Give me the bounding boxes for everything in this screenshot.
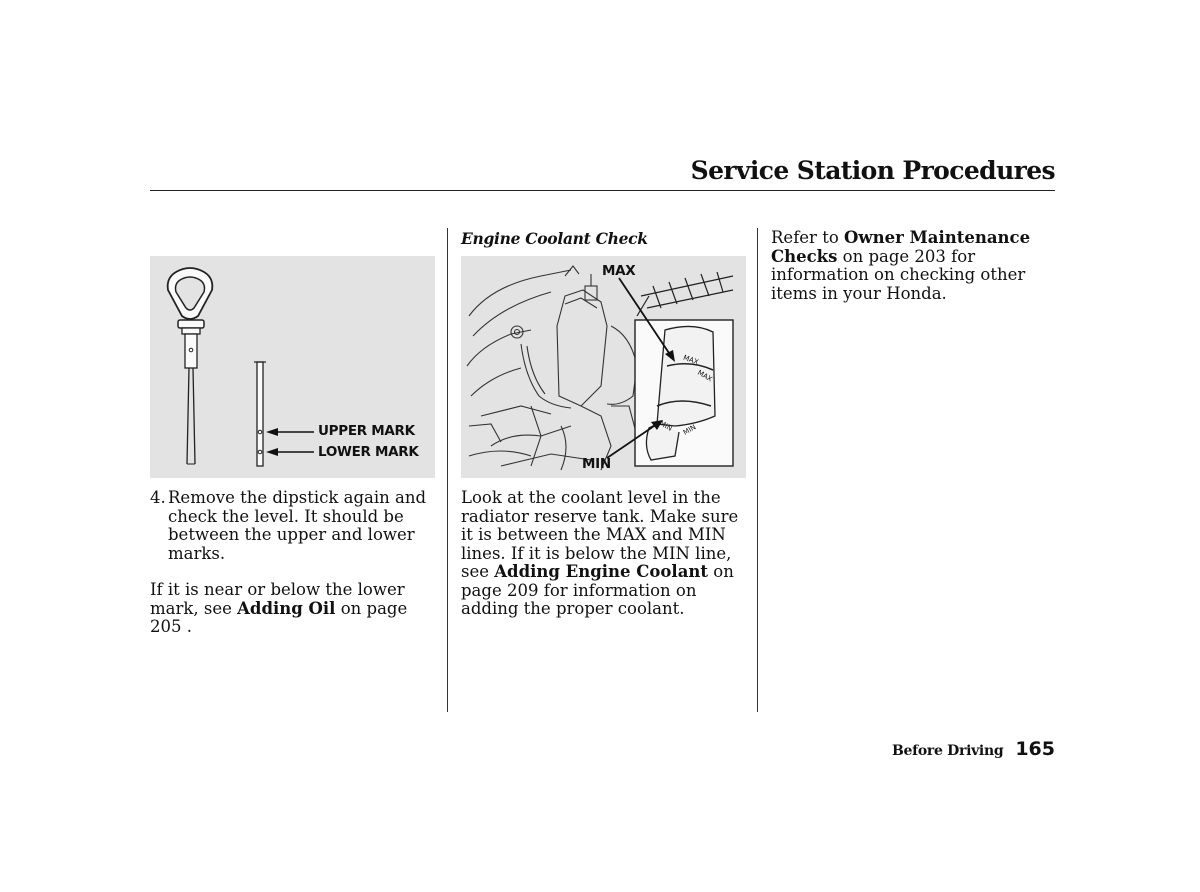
min-label: MIN	[582, 456, 611, 472]
oil-paragraph-page: on page 205 .	[150, 598, 408, 636]
page-title: Service Station Procedures	[690, 156, 1055, 185]
left-column-text	[150, 489, 440, 637]
oil-paragraph	[150, 581, 440, 637]
lower-mark-label: LOWER MARK	[318, 444, 419, 460]
tank-min-marking-side: MIN	[681, 423, 698, 437]
coolant-paragraph-page: on page 209 for information on adding the proper coolant.	[461, 562, 734, 618]
coolant-tank-illustration	[461, 256, 746, 478]
page-number: 165	[1015, 738, 1055, 760]
maintenance-paragraph-page: on page 203 for information on checking other items in your Honda.	[771, 246, 1026, 303]
adding-oil-link[interactable]: Adding Oil	[237, 598, 336, 618]
owner-maintenance-checks-link[interactable]: Owner Maintenance Checks	[771, 228, 1031, 266]
column-divider-right	[757, 228, 758, 712]
page-footer	[892, 738, 1055, 760]
coolant-paragraph	[461, 489, 751, 619]
dipstick-figure	[150, 256, 435, 478]
column-divider-left	[447, 228, 448, 712]
upper-mark-label: UPPER MARK	[318, 423, 415, 439]
max-label: MAX	[602, 263, 636, 279]
step-text: Remove the dipstick again and check the level. It should be between the upper and lower marks.	[168, 488, 427, 563]
footer-section: Before Driving	[892, 743, 1004, 759]
maintenance-paragraph	[771, 229, 1055, 303]
adding-engine-coolant-link[interactable]: Adding Engine Coolant	[494, 562, 709, 581]
maintenance-paragraph-text: Refer to	[771, 228, 845, 247]
step-item	[150, 489, 440, 563]
tank-max-marking-side: MAX	[696, 368, 714, 384]
step-number: 4.	[150, 488, 166, 507]
oil-paragraph-text: If it is near or below the lower mark, see	[150, 580, 405, 618]
tank-min-marking: MIN	[657, 419, 674, 433]
coolant-paragraph-text: Look at the coolant level in the radiator reserve tank. Make sure it is between the MAX and MIN lines. If it is below the MIN line, see	[461, 488, 739, 581]
coolant-heading: Engine Coolant Check	[461, 229, 648, 248]
header-rule	[150, 190, 1055, 191]
coolant-figure	[461, 256, 746, 478]
tank-max-marking: MAX	[682, 353, 700, 367]
